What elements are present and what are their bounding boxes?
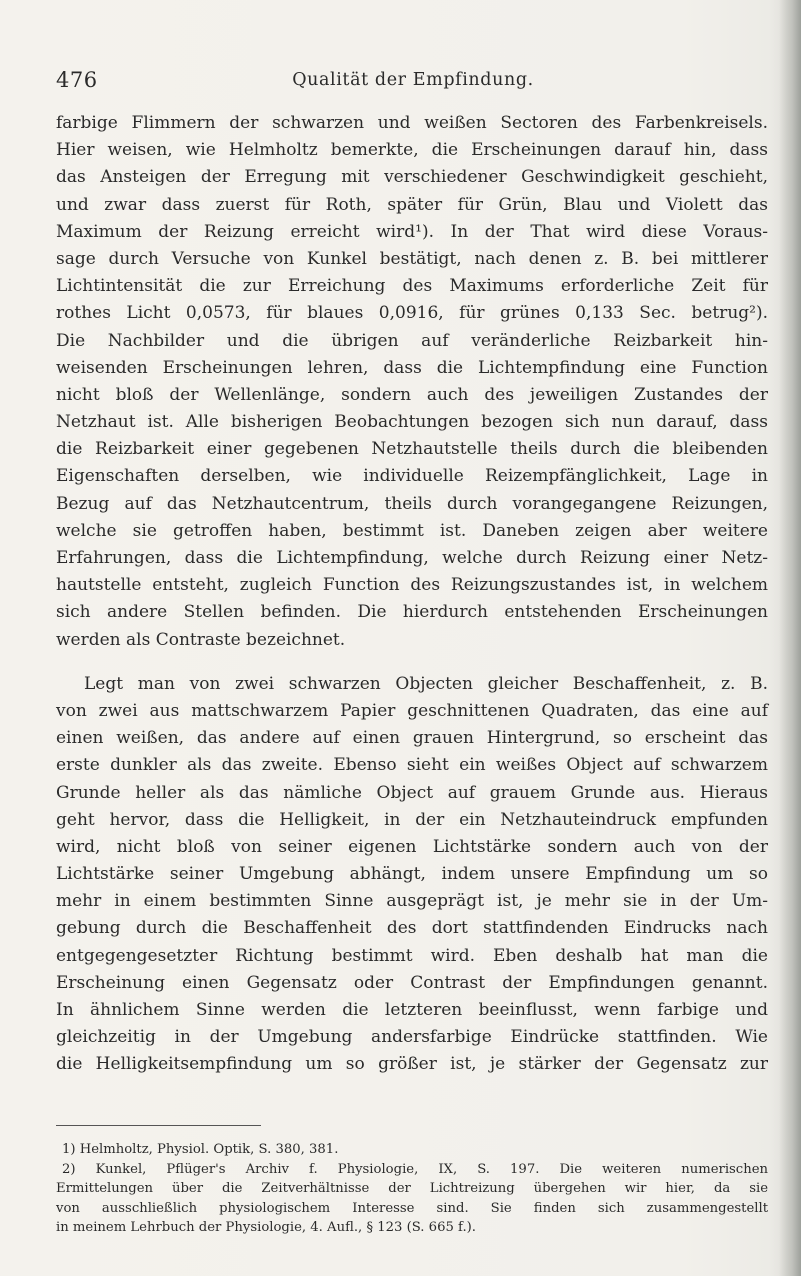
- footnote-2-continued: von ausschließlich physiologischem Interesse sind. Sie finden sich zusammengestellt: [56, 1200, 768, 1216]
- text-line: Bezug auf das Netzhautcentrum, theils durch vorangegangene Reizungen,: [56, 493, 768, 514]
- page-edge-shadow: [779, 0, 801, 1276]
- text-line: hautstelle entsteht, zugleich Function des Reizungszustandes ist, in welchem: [56, 575, 768, 596]
- paragraph-2: [56, 671, 768, 1079]
- text-line: Legt man von zwei schwarzen Objecten gleicher Beschaffenheit, z. B.: [84, 673, 768, 694]
- text-line: einen weißen, das andere auf einen grauen Hintergrund, so erscheint das: [56, 728, 768, 749]
- text-line: welche sie getroffen haben, bestimmt ist. Daneben zeigen aber weitere: [56, 520, 768, 541]
- page-number: 476: [56, 68, 98, 92]
- text-line: das Ansteigen der Erregung mit verschiedener Geschwindigkeit geschieht,: [56, 167, 768, 188]
- text-line: wird, nicht bloß von seiner eigenen Lichtstärke sondern auch von der: [56, 836, 768, 857]
- text-line: rothes Licht 0,0573, für blaues 0,0916, für grünes 0,133 Sec. betrug²).: [56, 303, 768, 324]
- footnote-2-continued: Ermittelungen über die Zeitverhältnisse der Lichtreizung übergehen wir hier, da sie: [56, 1181, 768, 1196]
- text-line: Lichtstärke seiner Umgebung abhängt, indem unsere Empfindung um so: [56, 864, 768, 885]
- text-line: von zwei aus mattschwarzem Papier geschnittenen Quadraten, das eine auf: [56, 700, 768, 721]
- text-line: mehr in einem bestimmten Sinne ausgeprägt ist, je mehr sie in der Um-: [56, 891, 768, 912]
- text-line: gleichzeitig in der Umgebung andersfarbige Eindrücke stattfinden. Wie: [56, 1027, 768, 1048]
- text-line: In ähnlichem Sinne werden die letzteren beeinflusst, wenn farbige und: [56, 1000, 768, 1020]
- text-line: erste dunkler als das zweite. Ebenso sieht ein weißes Object auf schwarzem: [56, 755, 768, 776]
- running-head: Qualität der Empfindung.: [292, 70, 534, 90]
- text-line: entgegengesetzter Richtung bestimmt wird. Eben deshalb hat man die: [56, 945, 768, 966]
- text-line: weisenden Erscheinungen lehren, dass die Lichtempfindung eine Function: [56, 357, 768, 378]
- text-line: Die Nachbilder und die übrigen auf veränderliche Reizbarkeit hin-: [56, 330, 768, 351]
- text-line: geht hervor, dass die Helligkeit, in der ein Netzhauteindruck empfunden: [56, 809, 768, 830]
- body-text: [56, 110, 768, 1079]
- text-line: Eigenschaften derselben, wie individuelle Reizempfänglichkeit, Lage in: [56, 466, 768, 487]
- text-line: Erscheinung einen Gegensatz oder Contrast der Empfindungen genannt.: [56, 972, 768, 993]
- footnotes: [56, 1140, 768, 1238]
- footnote-2-continued: in meinem Lehrbuch der Physiologie, 4. Aufl., § 123 (S. 665 f.).: [56, 1220, 476, 1235]
- page-header: [56, 68, 770, 94]
- text-line: werden als Contraste bezeichnet.: [56, 629, 346, 650]
- text-line: sage durch Versuche von Kunkel bestätigt, nach denen z. B. bei mittlerer: [56, 248, 768, 269]
- text-line: gebung durch die Beschaffenheit des dort stattfindenden Eindrucks nach: [56, 918, 768, 939]
- text-line: Netzhaut ist. Alle bisherigen Beobachtungen bezogen sich nun darauf, dass: [56, 412, 768, 433]
- footnote-rule: [56, 1125, 261, 1126]
- paragraph-gap: [56, 654, 768, 671]
- text-line: Maximum der Reizung erreicht wird¹). In der That wird diese Voraus-: [56, 221, 768, 242]
- paragraph-1: [56, 110, 768, 654]
- text-line: die Helligkeitsempfindung um so größer ist, je stärker der Gegensatz zur: [56, 1054, 768, 1075]
- footnote-2: 2) Kunkel, Pflüger's Archiv f. Physiologie, IX, S. 197. Die weiteren numerischen: [62, 1161, 768, 1177]
- text-line: die Reizbarkeit einer gegebenen Netzhautstelle theils durch die bleibenden: [56, 439, 768, 460]
- text-line: nicht bloß der Wellenlänge, sondern auch des jeweiligen Zustandes der: [56, 384, 768, 405]
- text-line: sich andere Stellen befinden. Die hierdurch entstehenden Erscheinungen: [56, 602, 768, 623]
- text-line: Erfahrungen, dass die Lichtempfindung, welche durch Reizung einer Netz-: [56, 548, 768, 568]
- text-line: Grunde heller als das nämliche Object auf grauem Grunde aus. Hieraus: [56, 782, 768, 803]
- text-line: und zwar dass zuerst für Roth, später für Grün, Blau und Violett das: [56, 194, 768, 215]
- text-line: Lichtintensität die zur Erreichung des Maximums erforderliche Zeit für: [56, 276, 768, 297]
- footnote-1: 1) Helmholtz, Physiol. Optik, S. 380, 381.: [62, 1142, 339, 1157]
- text-line: Hier weisen, wie Helmholtz bemerkte, die Erscheinungen darauf hin, dass: [56, 140, 768, 161]
- text-line: farbige Flimmern der schwarzen und weißen Sectoren des Farbenkreisels.: [56, 113, 768, 133]
